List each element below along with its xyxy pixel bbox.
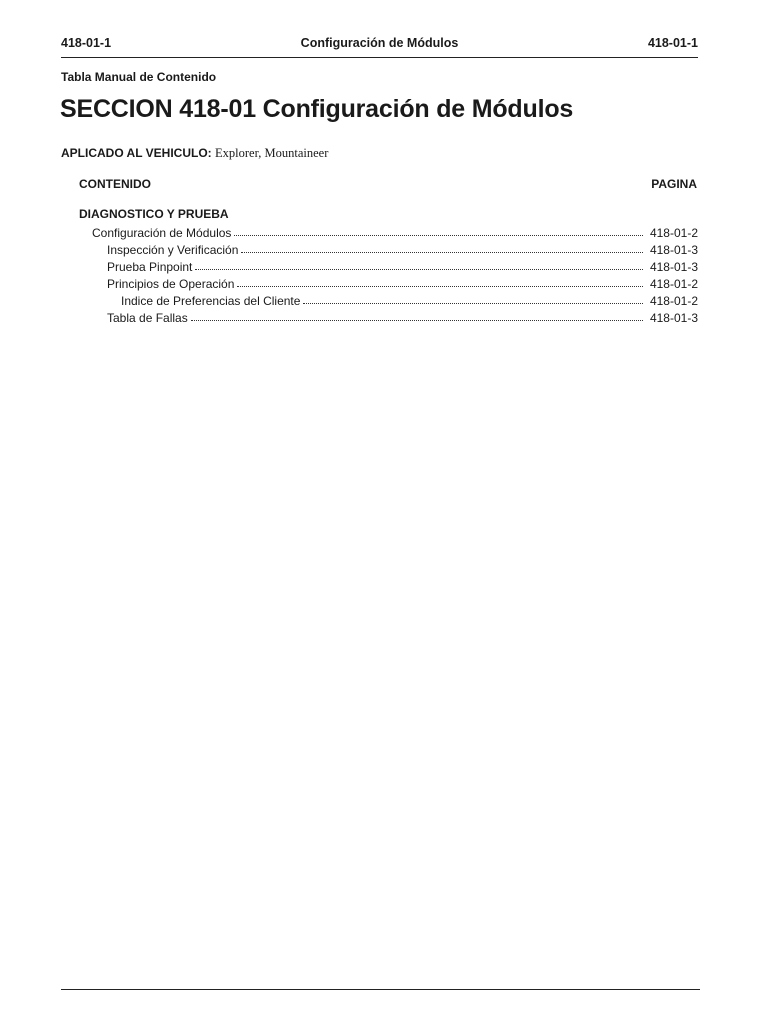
- toc-entry-page: 418-01-3: [649, 311, 698, 325]
- toc-entry-label: Configuración de Módulos: [92, 226, 232, 240]
- toc-entry-label: Indice de Preferencias del Cliente: [121, 294, 301, 308]
- vehicle-line: [61, 146, 328, 161]
- toc-entry[interactable]: [92, 223, 698, 240]
- dot-leader: [241, 252, 643, 253]
- toc-entry-label: Prueba Pinpoint: [107, 260, 193, 274]
- page-column-header: PAGINA: [651, 177, 697, 191]
- header-title: Configuración de Módulos: [300, 36, 459, 50]
- running-header: [61, 30, 698, 58]
- toc-entry[interactable]: [107, 274, 698, 291]
- dot-leader: [303, 303, 643, 304]
- header-page-number-left: 418-01-1: [61, 36, 112, 50]
- section-title: SECCION 418-01 Configuración de Módulos: [60, 95, 574, 123]
- toc-entry-label: Inspección y Verificación: [107, 243, 239, 257]
- dot-leader: [234, 235, 643, 236]
- footer-rule: [61, 989, 700, 990]
- toc-entry-label: Tabla de Fallas: [107, 311, 188, 325]
- toc-entry[interactable]: [121, 291, 698, 308]
- toc-entry-page: 418-01-2: [649, 226, 698, 240]
- toc-entry-page: 418-01-3: [649, 243, 698, 257]
- vehicle-value: Explorer, Mountaineer: [215, 146, 329, 160]
- vehicle-label: APLICADO AL VEHICULO:: [61, 146, 212, 160]
- toc-entry[interactable]: [107, 257, 698, 274]
- dot-leader: [191, 320, 643, 321]
- header-page-number-right: 418-01-1: [647, 36, 698, 50]
- toc-group-title: DIAGNOSTICO Y PRUEBA: [79, 207, 229, 221]
- toc-entry[interactable]: [107, 308, 698, 325]
- toc-label: Tabla Manual de Contenido: [61, 70, 217, 84]
- contents-column-header: CONTENIDO: [79, 177, 151, 191]
- toc-entry-label: Principios de Operación: [107, 277, 235, 291]
- dot-leader: [237, 286, 643, 287]
- toc-entry[interactable]: [107, 240, 698, 257]
- toc-entry-page: 418-01-3: [649, 260, 698, 274]
- toc-entry-page: 418-01-2: [649, 277, 698, 291]
- dot-leader: [195, 269, 643, 270]
- toc-entry-page: 418-01-2: [649, 294, 698, 308]
